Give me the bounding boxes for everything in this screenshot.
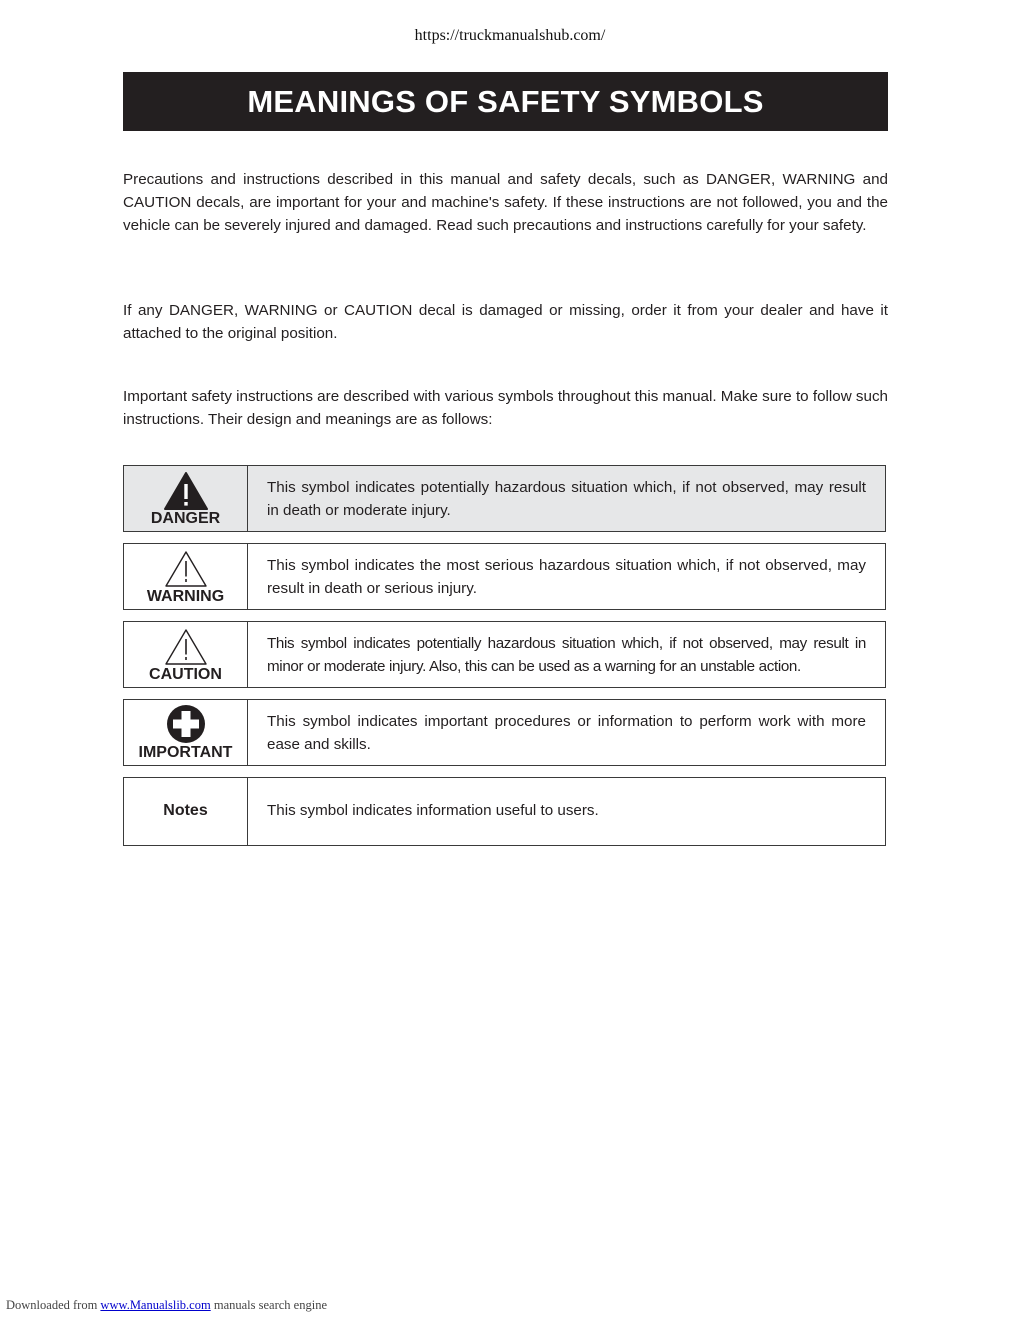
- page-title: MEANINGS OF SAFETY SYMBOLS: [247, 83, 764, 119]
- symbol-cell-warning: [124, 544, 248, 609]
- intro-paragraph-2: If any DANGER, WARNING or CAUTION decal is damaged or missing, order it from your dealer and have it attached to the original position.: [123, 302, 888, 342]
- symbol-description-notes: This symbol indicates information useful to users.: [267, 802, 599, 819]
- symbol-cell-caution: [124, 622, 248, 687]
- footer-suffix: manuals search engine: [210, 1298, 327, 1312]
- intro-paragraph-3: Important safety instructions are described with various symbols throughout this manual. Make sure to follow such instructions. Their design and meanings are as follows:: [123, 388, 888, 428]
- symbol-label-warning: WARNING: [146, 588, 225, 605]
- outline-warning-triangle-icon: [163, 627, 209, 667]
- symbol-description-danger: This symbol indicates potentially hazardous situation which, if not observed, may result in death or moderate injury.: [267, 479, 866, 519]
- symbol-label-caution: CAUTION: [149, 666, 222, 683]
- symbol-cell-important: [124, 700, 248, 765]
- symbol-row-caution: [123, 621, 886, 688]
- symbol-label-important: IMPORTANT: [138, 744, 233, 761]
- symbol-row-danger: [123, 465, 886, 532]
- symbol-row-warning: [123, 543, 886, 610]
- outline-warning-triangle-icon: [163, 549, 209, 589]
- symbol-cell-danger: [124, 466, 248, 531]
- symbol-row-important: [123, 699, 886, 766]
- header-url: https://truckmanualshub.com/: [414, 27, 606, 44]
- plus-circle-icon: [166, 704, 206, 744]
- footer-manualslib-link[interactable]: www.Manualslib.com: [100, 1298, 211, 1312]
- intro-paragraph-1: Precautions and instructions described in this manual and safety decals, such as DANGER, WARNING and CAUTION decals, are important for your and machine's safety. If these instructions are not followed, you and the vehicle can be severely injured and damaged. Read such precautions and instructions carefully for your safety.: [123, 171, 888, 234]
- symbol-description-warning: This symbol indicates the most serious hazardous situation which, if not observed, may result in death or serious injury.: [267, 557, 866, 597]
- filled-warning-triangle-icon: [163, 471, 209, 511]
- footer: [6, 1298, 327, 1313]
- symbol-cell-notes: [124, 778, 248, 845]
- symbol-label-danger: DANGER: [150, 510, 221, 527]
- symbol-description-caution: This symbol indicates potentially hazardous situation which, if not observed, may result in minor or moderate injury. Also, this can be used as a warning for an unstable action.: [267, 635, 866, 675]
- page-title-bar: [123, 72, 888, 131]
- symbol-description-important: This symbol indicates important procedures or information to perform work with more ease and skills.: [267, 713, 866, 753]
- symbol-row-notes: [123, 777, 886, 846]
- symbol-label-notes: Notes: [163, 802, 208, 819]
- footer-prefix: Downloaded from: [6, 1298, 101, 1312]
